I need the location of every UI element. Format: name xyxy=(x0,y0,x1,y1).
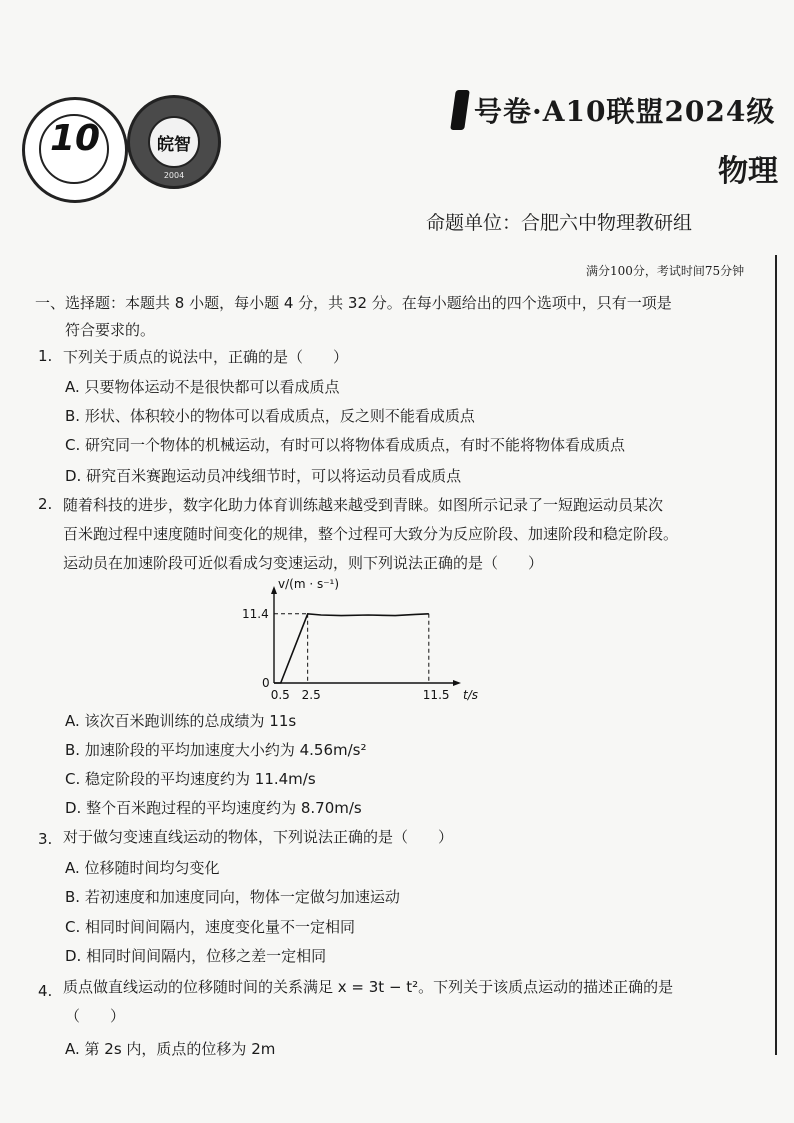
exam-title: 号卷·A10联盟2024级 xyxy=(474,95,776,128)
wanzhi-logo-mark: 皖智 xyxy=(157,135,191,155)
wanzhi-education-logo xyxy=(127,95,221,189)
brand-stroke-icon xyxy=(450,90,470,130)
origin-label: 0 xyxy=(262,676,270,690)
option-c: C. 相同时间间隔内，速度变化量不一定相同 xyxy=(65,918,356,936)
question-number: 1. xyxy=(38,347,53,365)
x-tick-label: 0.5 xyxy=(270,688,290,702)
option-d: D. 研究百米赛跑运动员冲线细节时，可以将运动员看成质点 xyxy=(65,467,462,485)
section-heading: 一、选择题：本题共 8 小题，每小题 4 分，共 32 分。在每小题给出的四个选项中，只有一项是 xyxy=(35,294,672,312)
x-tick-label: 2.5 xyxy=(301,688,321,702)
question-number: 4. xyxy=(38,982,53,1000)
option-a: A. 第 2s 内，质点的位移为 2m xyxy=(65,1040,276,1058)
question-stem: 下列关于质点的说法中，正确的是（ ） xyxy=(63,348,349,366)
velocity-time-chart xyxy=(230,577,478,705)
page-edge-line xyxy=(775,255,777,1055)
option-c: C. 稳定阶段的平均速度约为 11.4m/s xyxy=(65,770,316,788)
option-a: A. 只要物体运动不是很快都可以看成质点 xyxy=(65,378,340,396)
y-axis-label: v/(m · s⁻¹) xyxy=(278,577,340,591)
exam-author-org: 命题单位：合肥六中物理教研组 xyxy=(426,212,693,234)
option-b: B. 若初速度和加速度同向，物体一定做匀加速运动 xyxy=(65,888,400,906)
exam-subject: 物理 xyxy=(718,154,778,189)
x-axis-label: t/s xyxy=(463,688,478,702)
alliance-logo xyxy=(22,97,128,203)
score-time-info: 满分100分，考试时间75分钟 xyxy=(586,264,745,278)
y-tick-label: 11.4 xyxy=(242,606,269,621)
question-stem-cont: （ ） xyxy=(65,1007,126,1025)
question-number: 3. xyxy=(38,830,53,848)
question-stem: 运动员在加速阶段可近似看成匀变速运动，则下列说法正确的是（ ） xyxy=(63,554,544,572)
option-d: D. 相同时间间隔内，位移之差一定相同 xyxy=(65,947,327,965)
x-axis-arrow xyxy=(453,680,461,686)
section-heading-cont: 符合要求的。 xyxy=(65,321,156,339)
x-tick-label: 11.5 xyxy=(422,688,450,702)
option-b: B. 形状、体积较小的物体可以看成质点，反之则不能看成质点 xyxy=(65,407,475,425)
question-stem: 质点做直线运动的位移随时间的关系满足 x = 3t − t²。下列关于该质点运动的描述正确的是 xyxy=(63,978,674,996)
option-b: B. 加速阶段的平均加速度大小约为 4.56m/s² xyxy=(65,741,367,759)
question-stem: 百米跑过程中速度随时间变化的规律，整个过程可大致分为反应阶段、加速阶段和稳定阶段。 xyxy=(63,525,679,543)
y-axis-arrow xyxy=(271,586,277,594)
alliance-logo-mark: 10 xyxy=(49,118,101,159)
question-stem: 对于做匀变速直线运动的物体，下列说法正确的是（ ） xyxy=(63,828,454,846)
option-d: D. 整个百米跑过程的平均速度约为 8.70m/s xyxy=(65,799,362,817)
question-stem: 随着科技的进步，数字化助力体育训练越来越受到青睐。如图所示记录了一短跑运动员某次 xyxy=(63,496,664,514)
option-a: A. 位移随时间均匀变化 xyxy=(65,859,220,877)
velocity-series-line xyxy=(274,614,429,683)
option-c: C. 研究同一个物体的机械运动，有时可以将物体看成质点，有时不能将物体看成质点 xyxy=(65,436,626,454)
question-number: 2. xyxy=(38,495,53,513)
option-a: A. 该次百米跑训练的总成绩为 11s xyxy=(65,712,297,730)
wanzhi-logo-ring xyxy=(148,116,200,168)
wanzhi-logo-year: 2004 xyxy=(163,171,185,180)
